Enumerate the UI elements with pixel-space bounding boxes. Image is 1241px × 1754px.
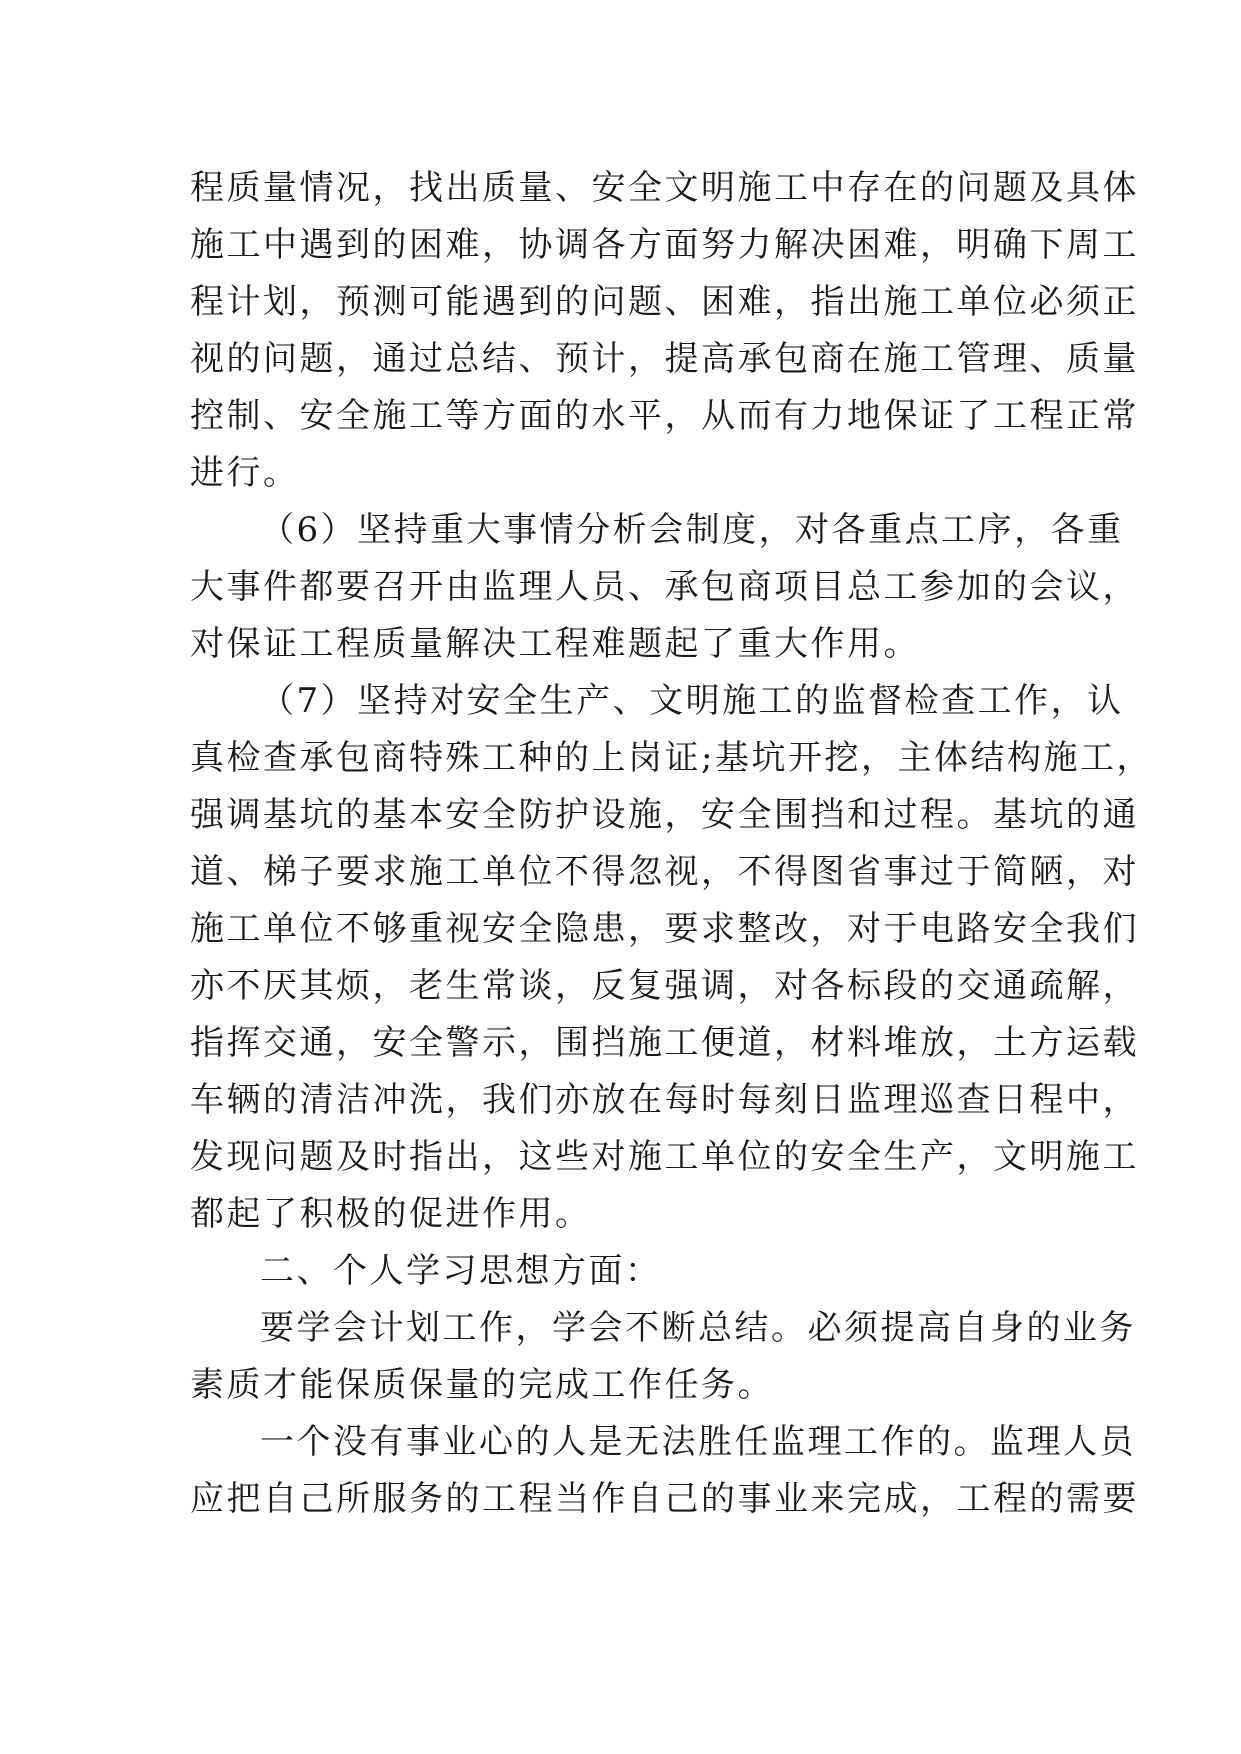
text-line: 真检查承包商特殊工种的上岗证;基坑开挖，主体结构施工，	[190, 738, 1153, 778]
text-line: 施工中遇到的困难，协调各方面努力解决困难，明确下周工	[190, 225, 1139, 265]
paragraph-first-line: （7）坚持对安全生产、文明施工的监督检查工作，认	[260, 681, 1124, 721]
text-line: 素质才能保质保量的完成工作任务。	[190, 1365, 774, 1405]
text-line: 发现问题及时指出，这些对施工单位的安全生产，文明施工	[190, 1137, 1139, 1177]
text-line: 强调基坑的基本安全防护设施，安全围挡和过程。基坑的通	[190, 795, 1139, 835]
text-line: 车辆的清洁冲洗，我们亦放在每时每刻日监理巡查日程中，	[190, 1080, 1139, 1120]
text-line: 对保证工程质量解决工程难题起了重大作用。	[190, 624, 920, 664]
paragraph-first-line: 要学会计划工作，学会不断总结。必须提高自身的业务	[260, 1308, 1136, 1348]
paragraph-first-line: 一个没有事业心的人是无法胜任监理工作的。监理人员	[260, 1422, 1136, 1462]
text-line: 亦不厌其烦，老生常谈，反复强调，对各标段的交通疏解，	[190, 966, 1139, 1006]
text-line: 程计划，预测可能遇到的问题、困难，指出施工单位必须正	[190, 282, 1139, 322]
text-line: 进行。	[190, 453, 300, 493]
text-line: 视的问题，通过总结、预计，提高承包商在施工管理、质量	[190, 339, 1139, 379]
text-line: 大事件都要召开由监理人员、承包商项目总工参加的会议，	[190, 567, 1139, 607]
section-heading: 二、个人学习思想方面：	[260, 1251, 662, 1291]
text-line: 应把自己所服务的工程当作自己的事业来完成，工程的需要	[190, 1479, 1139, 1519]
text-line: 施工单位不够重视安全隐患，要求整改，对于电路安全我们	[190, 909, 1139, 949]
text-line: 道、梯子要求施工单位不得忽视，不得图省事过于简陋，对	[190, 852, 1139, 892]
text-line: 都起了积极的促进作用。	[190, 1194, 592, 1234]
text-line: 程质量情况，找出质量、安全文明施工中存在的问题及具体	[190, 168, 1139, 208]
text-line: 指挥交通，安全警示，围挡施工便道，材料堆放，土方运载	[190, 1023, 1139, 1063]
text-line: 控制、安全施工等方面的水平，从而有力地保证了工程正常	[190, 396, 1139, 436]
paragraph-first-line: （6）坚持重大事情分析会制度，对各重点工序，各重	[260, 510, 1124, 550]
